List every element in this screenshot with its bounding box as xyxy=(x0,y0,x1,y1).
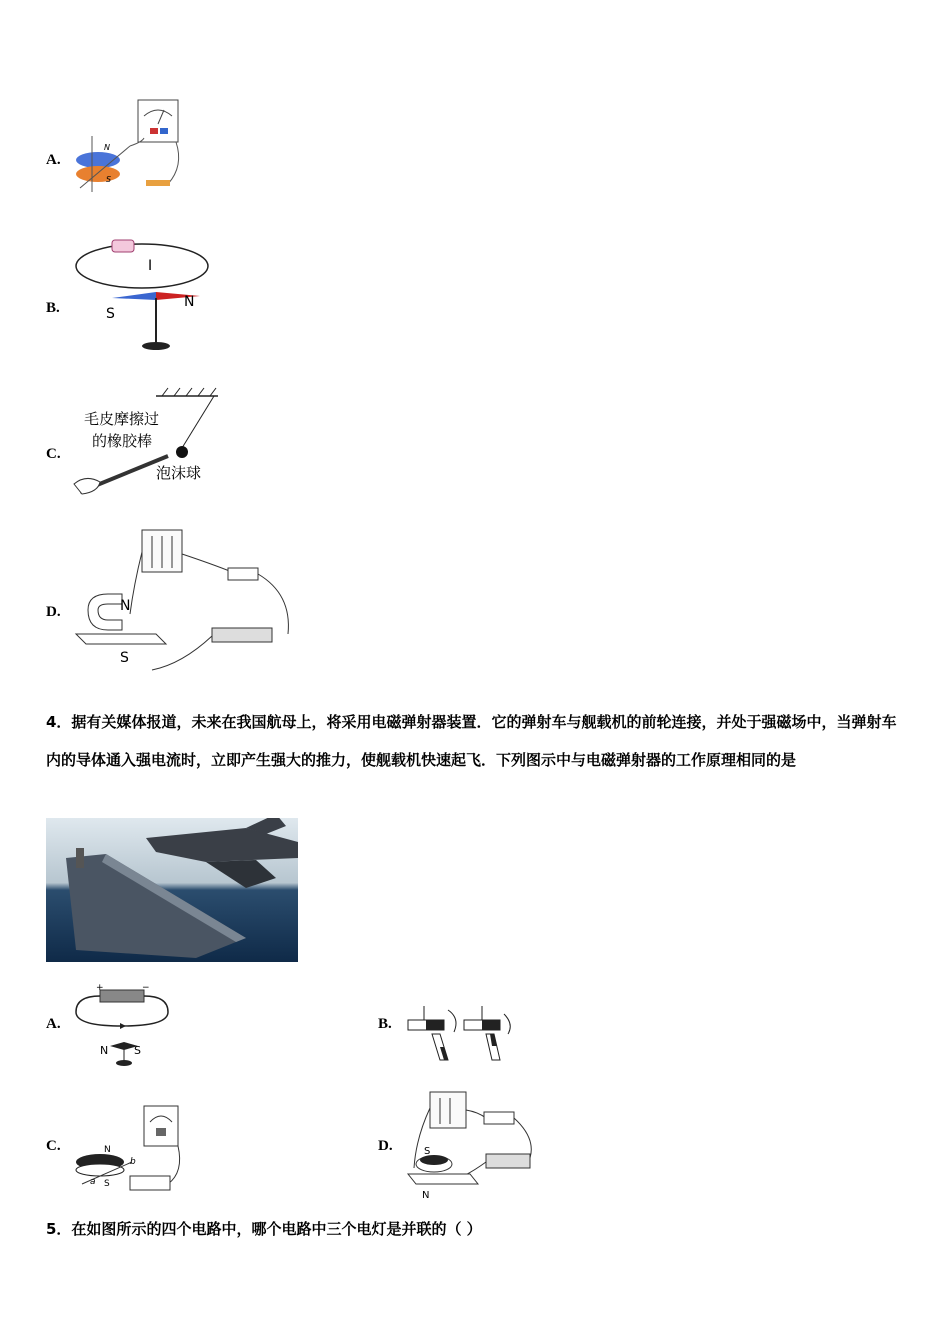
prev-b-n: N xyxy=(184,294,195,310)
q4-a-n: N xyxy=(100,1044,109,1057)
prev-c-ball: 泡沫球 xyxy=(156,464,202,482)
prev-c-rod-line1: 毛皮摩擦过 xyxy=(84,410,160,428)
q4-d-n: N xyxy=(422,1190,430,1200)
q4-option-c-label: C. xyxy=(46,1138,61,1154)
q4-a-minus: − xyxy=(142,983,150,993)
q4-c-s: S xyxy=(104,1179,110,1189)
option-d-label: D. xyxy=(46,604,61,620)
q4-option-a-label: A. xyxy=(46,1016,61,1032)
prev-d-n: N xyxy=(120,598,131,614)
q4-figure-d-motor-circuit xyxy=(404,1088,544,1200)
prev-a-n: N xyxy=(104,143,110,152)
prev-b-s: S xyxy=(106,306,115,322)
q4-option-b-label: B. xyxy=(378,1016,392,1032)
q4-c-b: b xyxy=(130,1157,136,1167)
figure-prev-d-motor-circuit xyxy=(72,524,302,674)
prev-b-current: I xyxy=(148,258,153,274)
figure-prev-a-induction xyxy=(72,96,192,200)
q4-d-s: S xyxy=(424,1146,431,1157)
q4-figure-c-generator xyxy=(72,1102,192,1194)
q4-a-plus: + xyxy=(96,983,104,993)
option-c-label: C. xyxy=(46,446,61,462)
figure-prev-b-oersted xyxy=(72,234,212,356)
prev-c-rod-line2: 的橡胶棒 xyxy=(92,432,153,450)
question-5-text: 5．在如图所示的四个电路中，哪个电路中三个电灯是并联的（ ） xyxy=(46,1220,482,1238)
carrier-jet-photo xyxy=(46,818,298,962)
q4-c-n: N xyxy=(104,1145,111,1155)
prev-a-s: S xyxy=(106,175,112,184)
q4-figure-a-oersted xyxy=(72,982,172,1066)
figure-prev-c-charged-rod xyxy=(72,386,222,500)
q4-option-d-label: D. xyxy=(378,1138,393,1154)
q4-c-a: a xyxy=(90,1177,96,1187)
prev-d-s: S xyxy=(120,650,129,666)
option-b-label: B. xyxy=(46,300,60,316)
q4-figure-b-magnets xyxy=(404,1006,524,1066)
question-4-text: 4．据有关媒体报道，未来在我国航母上，将采用电磁弹射器装置．它的弹射车与舰载机的前轮连接，并处于强磁场中，当弹射车内的导体通入强电流时，立即产生强大的推力，使舰载机快速起飞．下列图示中与电磁弹射器的工作原理相同的是 xyxy=(46,713,897,769)
q4-a-s: S xyxy=(134,1044,141,1057)
option-a-label: A. xyxy=(46,152,61,168)
